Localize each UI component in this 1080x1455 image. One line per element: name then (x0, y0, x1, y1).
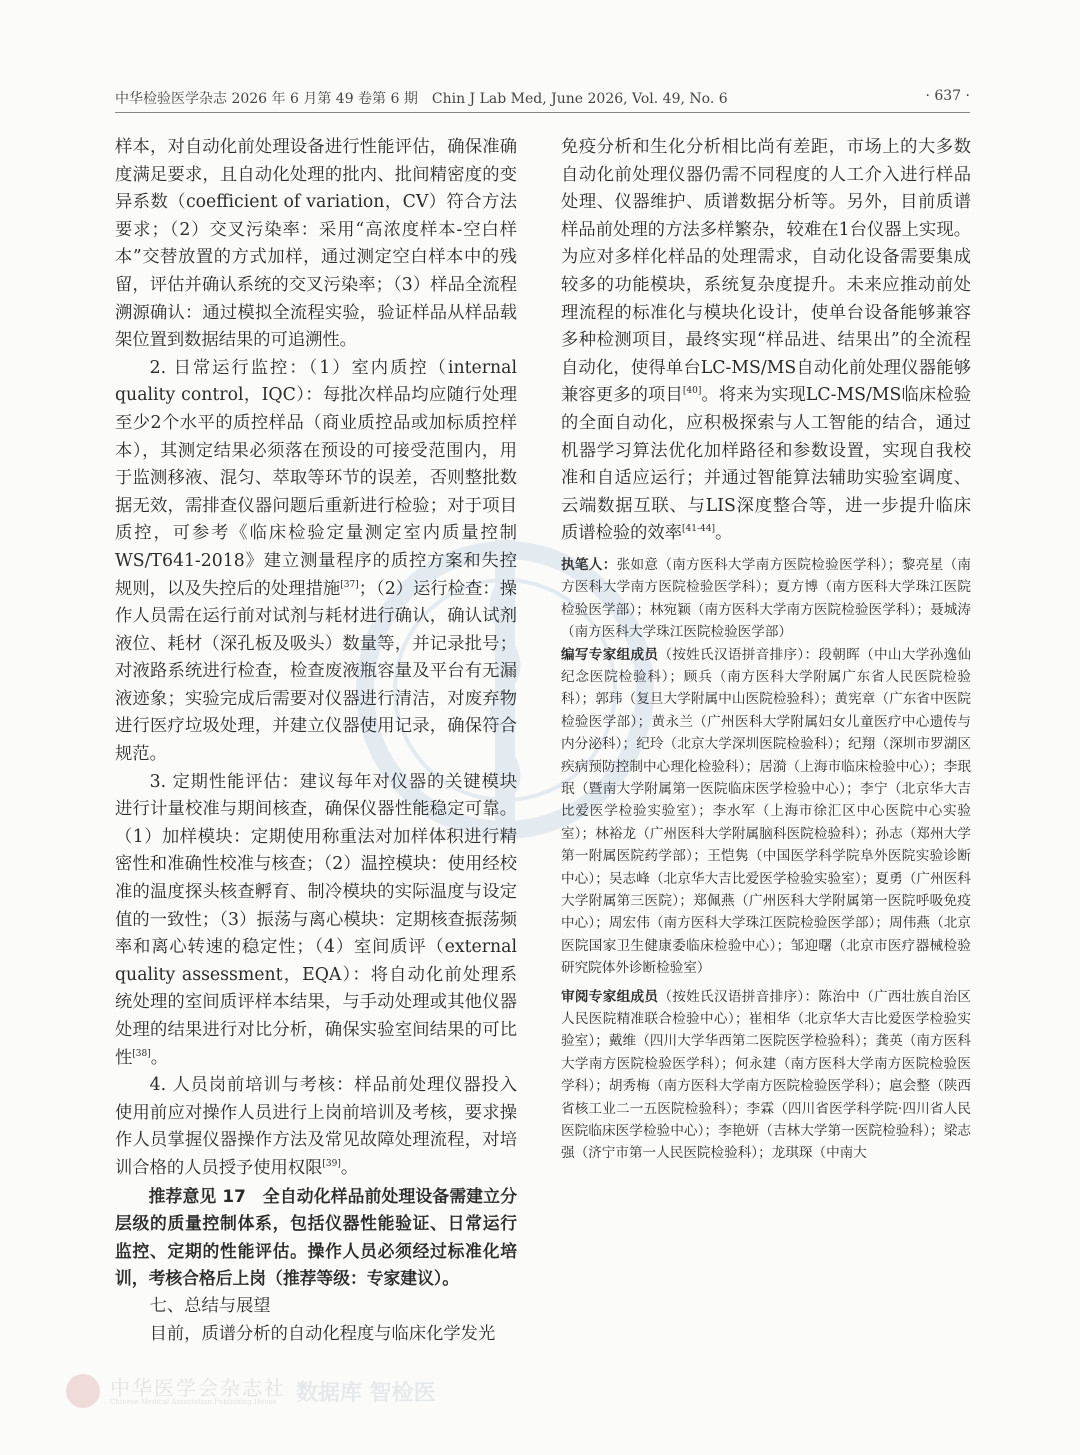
paragraph: 目前，质谱分析的自动化程度与临床化学发光 (149, 1323, 496, 1344)
publisher-name-en: Chinese Medical Association Publishing House (110, 1398, 277, 1406)
reviewers-label: 审阅专家组成员 (561, 988, 659, 1005)
editors-label: 编写专家组成员 (561, 646, 659, 663)
authors-block: 执笔人：张如意（南方医科大学南方医院检验医学科）；黎亮星（南方医科大学南方医院检验医学科）；夏方博（南方医科大学珠江医院检验医学部）；林宛颖（南方医科大学南方医院检验医学科）；聂城涛（南方医科大学珠江医院检验医学部） (561, 556, 972, 641)
right-column (561, 134, 971, 1165)
editors-block: 编写专家组成员（按姓氏汉语拼音排序）：段朝晖（中山大学孙逸仙纪念医院检验科）；顾兵（南方医科大学附属广东省人民医院检验科）；郭玮（复旦大学附属中山医院检验科）；黄宪章（广东省中医院检验医学部）；黄永兰（广州医科大学附属妇女儿童医疗中心遗传与内分泌科）；纪玲（北京大学深圳医院检验科）；纪翔（深圳市罗湖区疾病预防控制中心理化检验科）；居漪（上海市临床检验中心）；李珉珉（暨南大学附属第一医院临床医学检验中心）；李宁（北京华大吉比爱医学检验实验室）；李水军（上海市徐汇区中心医院中心实验室）；林裕龙（广州医科大学附属脑科医院检验科）；孙志（郑州大学第一附属医院药学部）；王恺隽（中国医学科学院阜外医院实验诊断中心）；吴志峰（北京华大吉比爱医学检验实验室）；夏勇（广州医科大学附属第三医院）；郑佩燕（广州医科大学附属第一医院呼吸免疫中心）；周宏伟（南方医科大学珠江医院检验医学部）；周伟燕（北京医院国家卫生健康委临床检验中心）；邹迎曙（北京市医疗器械检验研究院体外诊断检验室） (561, 646, 971, 977)
recommendation-17: 推荐意见 17 全自动化样品前处理设备需建立分层级的质量控制体系，包括仪器性能验证、日常运行监控、定期的性能评估。操作人员必须经过标准化培训，考核合格后上岗（推荐等级：专家建议）。 (115, 1185, 517, 1289)
brand-watermark: 数据库 智检医 (296, 1380, 436, 1406)
paragraph-daily-monitoring: 2. 日常运行监控：（1）室内质控（internal quality control，IQC）：每批次样品均应随行处理至少2个水平的质控样品（商业质控品或加标质控样本），其测定结果必须落在预设的可接受范围内，用于监测移液、混匀、萃取等环节的误差，否则整批数据无效，需排查仪器问题后重新进行检验；对于项目质控，可参考《临床检验定量测定室内质量控制WS/T641-2018》建立测量程序的质控方案和失控规则，以及失控后的处理措施[37]；（2）运行检查：操作人员需在运行前对试剂与耗材进行确认，确认试剂液位、耗材（深孔板及吸头）数量等，并记录批号；对液路系统进行检查，检查废液瓶容量及平台有无漏液迹象；实验完成后需要对仪器进行清洁，对废弃物进行医疗垃圾处理，并建立仪器使用记录，确保符合规范。 (115, 357, 517, 765)
citation: [39] (322, 1159, 341, 1170)
authors-label: 执笔人： (561, 556, 617, 573)
citation: [38] (132, 1048, 151, 1059)
publisher-emblem-icon (66, 1374, 100, 1408)
paragraph-periodic-evaluation: 3. 定期性能评估：建议每年对仪器的关键模块进行计量校准与期间核查，确保仪器性能稳定可靠。（1）加样模块：定期使用称重法对加样体积进行精密性和准确性校准与核查；（2）温控模块：使用经校准的温度探头核查孵育、制冷模块的实际温度与设定值的一致性；（3）振荡与离心模块：定期核查振荡频率和离心转速的稳定性；（4）室间质评（external quality assessment，EQA）：将自动化前处理系统处理的室间质评样本结果，与手动处理或其他仪器处理的结果进行对比分析，确保实验室间结果的可比性[38]。 (115, 771, 517, 1068)
paragraph-training: 4. 人员岗前培训与考核：样品前处理仪器投入使用前应对操作人员进行上岗前培训及考核，要求操作人员掌握仪器操作方法及常见故障处理流程，对培训合格的人员授予使用权限[39]。 (115, 1075, 517, 1178)
publisher-logo (66, 1372, 486, 1414)
paragraph-outlook: 免疫分析和生化分析相比尚有差距，市场上的大多数自动化前处理仪器仍需不同程度的人工介入进行样品处理、仪器维护、质谱数据分析等。另外，目前质谱样品前处理的方法多样繁杂，较难在1台仪器上实现。为应对多样化样品的处理需求，自动化设备需要集成较多的功能模块，系统复杂度提升。未来应推动前处理流程的标准化与模块化设计，使单台设备能够兼容多种检测项目，最终实现“样品进、结果出”的全流程自动化，使得单台LC-MS/MS自动化前处理仪器能够兼容更多的项目[40]。将来为实现LC-MS/MS临床检验的全面自动化，应积极探索与人工智能的结合，通过机器学习算法优化加样路径和参数设置，实现自我校准和自适应运行；并通过智能算法辅助实验室调度、云端数据互联、与LIS深度整合等，进一步提升临床质谱检验的效率[41-44]。 (561, 137, 971, 544)
section-heading: 七、总结与展望 (149, 1295, 271, 1316)
journal-citation: 中华检验医学杂志 2026 年 6 月第 49 卷第 6 期 Chin J Lab Med, June 2026, Vol. 49, No. 6 (115, 91, 728, 107)
citation: [40] (682, 386, 702, 397)
paragraph: 样本，对自动化前处理设备进行性能评估，确保准确度满足要求，且自动化处理的批内、批间精密度的变异系数（coefficient of variation，CV）符合方法要求；（2）交叉污染率：采用“高浓度样本-空白样本”交替放置的方式加样，通过测定空白样本中的残留，评估并确认系统的交叉污染率；（3）样品全流程溯源确认：通过模拟全流程实验，验证样品从样品载架位置到数据结果的可追溯性。 (115, 137, 517, 351)
left-column (115, 134, 517, 1348)
publisher-name: 中华医学会杂志社 (110, 1376, 286, 1400)
reviewers-block: 审阅专家组成员（按姓氏汉语拼音排序）：陈治中（广西壮族自治区人民医院精准联合检验中心）；崔相华（北京华大吉比爱医学检验实验室）；戴维（四川大学华西第二医院医学检验科）；龚英（南方医科大学南方医院检验医学科）；何永建（南方医科大学南方医院检验医学科）；胡秀梅（南方医科大学南方医院检验医学科）；扈会整（陕西省核工业二一五医院检验科）；李霖（四川省医学科学院·四川省人民医院临床医学检验中心）；李艳妍（吉林大学第一医院检验科）；梁志强（济宁市第一人民医院检验科）；龙琪琛（中南大 (561, 988, 971, 1162)
running-header (115, 88, 970, 113)
citation: [37] (340, 579, 359, 590)
page-number: · 637 · (925, 88, 970, 104)
citation: [41-44] (681, 524, 715, 535)
